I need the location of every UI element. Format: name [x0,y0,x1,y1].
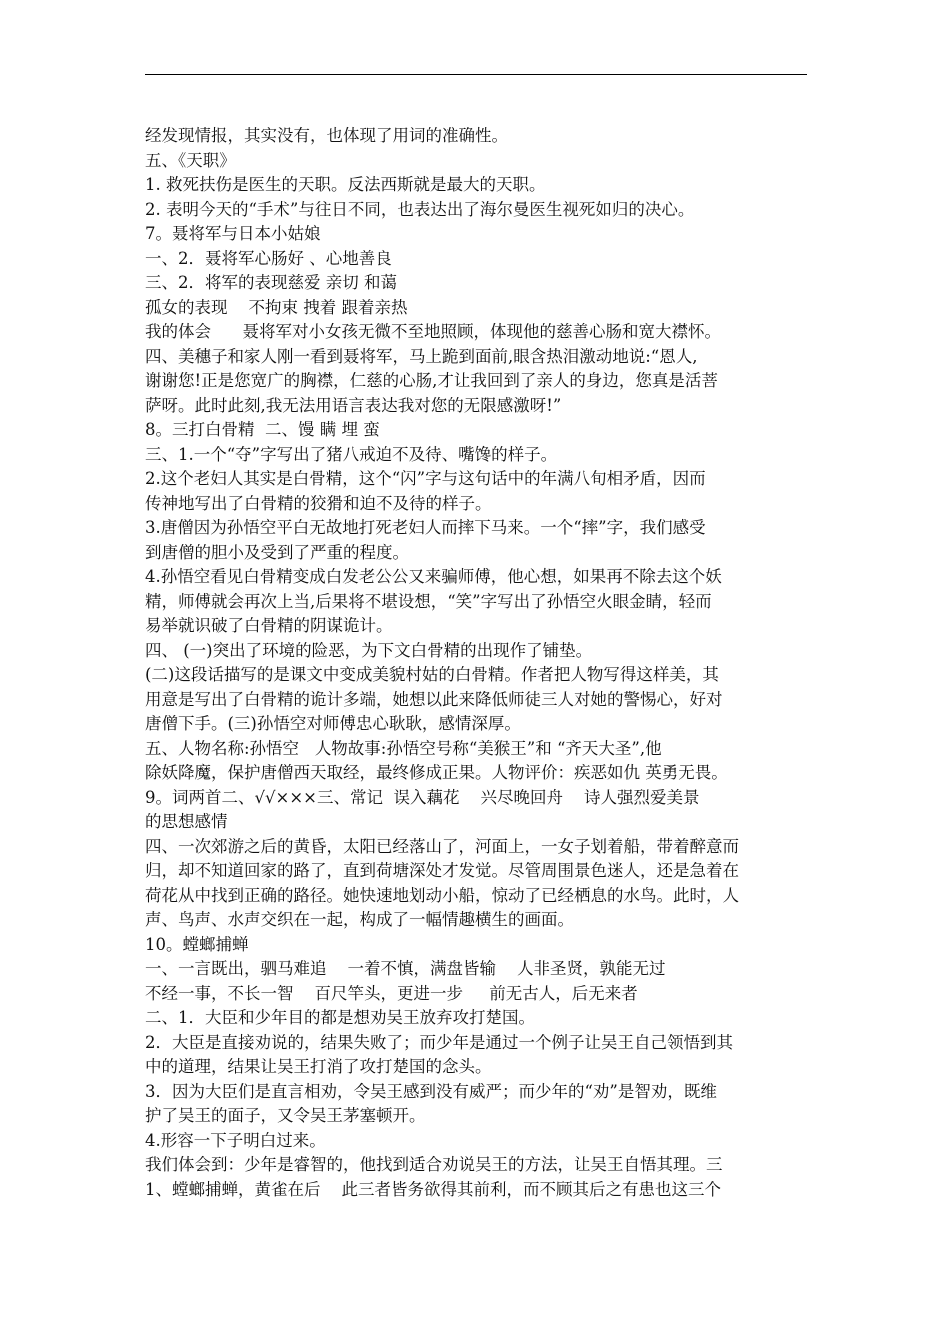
text-line: 萨呀。此时此刻,我无法用语言表达我对您的无限感激呀!” [145,395,562,415]
text-line: 2.这个老妇人其实是白骨精，这个“闪”字与这句话中的年满八旬相矛盾，因而 [145,469,706,488]
text-line: 五、人物名称:孙悟空 人物故事:孙悟空号称“美猴王”和 “齐天大圣”,他 [145,738,662,758]
text-line: 归，却不知道回家的路了，直到荷塘深处才发觉。尽管周围景色迷人，还是急着在 [145,861,739,880]
text-line: 传神地写出了白骨精的狡猾和迫不及待的样子。 [145,493,492,513]
text-line: 4.孙悟空看见白骨精变成白发老公公又来骗师傅，他心想，如果再不除去这个妖 [145,567,722,586]
text-line: 三、2．将军的表现慈爱 亲切 和蔼 [145,273,397,292]
text-line: 一、2．聂将军心肠好 、心地善良 [145,248,392,268]
header-rule [145,74,807,75]
text-line: 声、鸟声、水声交织在一起，构成了一幅情趣横生的画面。 [145,910,574,929]
text-line: 3．因为大臣们是直言相劝，令吴王感到没有威严；而少年的“劝”是智劝，既维 [145,1081,717,1101]
text-line: 易举就识破了白骨精的阴谋诡计。 [145,616,393,635]
text-line: 我的体会 聂将军对小女孩无微不至地照顾，体现他的慈善心肠和宽大襟怀。 [145,322,721,341]
text-line: 2．大臣是直接劝说的，结果失败了；而少年是通过一个例子让吴王自己领悟到其 [145,1032,733,1052]
text-line: 8。三打白骨精 二、馒 瞒 埋 蛮 [145,420,380,439]
text-line: 四、一次郊游之后的黄昏，太阳已经落山了，河面上，一女子划着船，带着醉意而 [145,836,739,856]
text-line: 7。聂将军与日本小姑娘 [145,224,321,243]
text-line: 五、《天职》 [145,150,236,170]
text-line: 用意是写出了白骨精的诡计多端，她想以此来降低师徒三人对她的警惕心，好对 [145,689,723,709]
text-line: 到唐僧的胆小及受到了严重的程度。 [145,542,409,562]
text-line: 的思想感情 [145,812,228,831]
text-line: 荷花从中找到正确的路径。她快速地划动小船，惊动了已经栖息的水鸟。此时，人 [145,885,739,905]
text-line: 除妖降魔，保护唐僧西天取经，最终修成正果。人物评价：疾恶如仇 英勇无畏。 [145,763,728,782]
text-line: 四、美穗子和家人刚一看到聂将军，马上跪到面前,眼含热泪激动地说:“恩人, [145,346,698,366]
text-line: 1、螳螂捕蝉，黄雀在后 此三者皆务欲得其前利，而不顾其后之有患也这三个 [145,1179,721,1199]
text-line: 中的道理，结果让吴王打消了攻打楚国的念头。 [145,1057,492,1076]
text-line: 谢谢您!正是您宽广的胸襟，仁慈的心肠,才让我回到了亲人的身边，您真是活菩 [145,371,718,390]
text-line: 10。螳螂捕蝉 [145,934,249,954]
text-line: 3.唐僧因为孙悟空平白无故地打死老妇人而摔下马来。一个“摔”字，我们感受 [145,518,706,537]
text-line: 一、一言既出，驷马难追 一着不慎，满盘皆输 人非圣贤，孰能无过 [145,959,666,978]
text-line: 1. 救死扶伤是医生的天职。反法西斯就是最大的天职。 [145,175,546,194]
text-line: 二、1．大臣和少年目的都是想劝吴王放弃攻打楚国。 [145,1008,535,1027]
text-line: 唐僧下手。(三)孙悟空对师傅忠心耿耿，感情深厚。 [145,714,521,733]
text-line: 孤女的表现 不拘束 拽着 跟着亲热 [145,297,408,317]
text-line: 2. 表明今天的“手术”与往日不同，也表达出了海尔曼医生视死如归的决心。 [145,199,695,219]
text-line: 经发现情报，其实没有，也体现了用词的准确性。 [145,126,508,145]
text-line: 四、 (一)突出了环境的险恶，为下文白骨精的出现作了铺垫。 [145,640,593,660]
text-line: (二)这段话描写的是课文中变成美貌村姑的白骨精。作者把人物写得这样美，其 [145,665,719,684]
text-line: 精，师傅就会再次上当,后果将不堪设想，“笑”字写出了孙悟空火眼金睛，轻而 [145,591,712,611]
text-line: 不经一事，不长一智 百尺竿头，更进一步 前无古人，后无来者 [145,983,638,1003]
text-line: 三、1.一个“夺”字写出了猪八戒迫不及待、嘴馋的样子。 [145,444,558,464]
text-line: 我们体会到：少年是睿智的，他找到适合劝说吴王的方法，让吴王自悟其理。三 [145,1155,723,1174]
document-body [145,124,809,1202]
text-line: 9。词两首二、√√×××三、常记 误入藕花 兴尽晚回舟 诗人强烈爱美景 [145,787,700,807]
text-line: 4.形容一下子明白过来。 [145,1130,326,1150]
text-line: 护了吴王的面子，又令吴王茅塞顿开。 [145,1106,426,1125]
